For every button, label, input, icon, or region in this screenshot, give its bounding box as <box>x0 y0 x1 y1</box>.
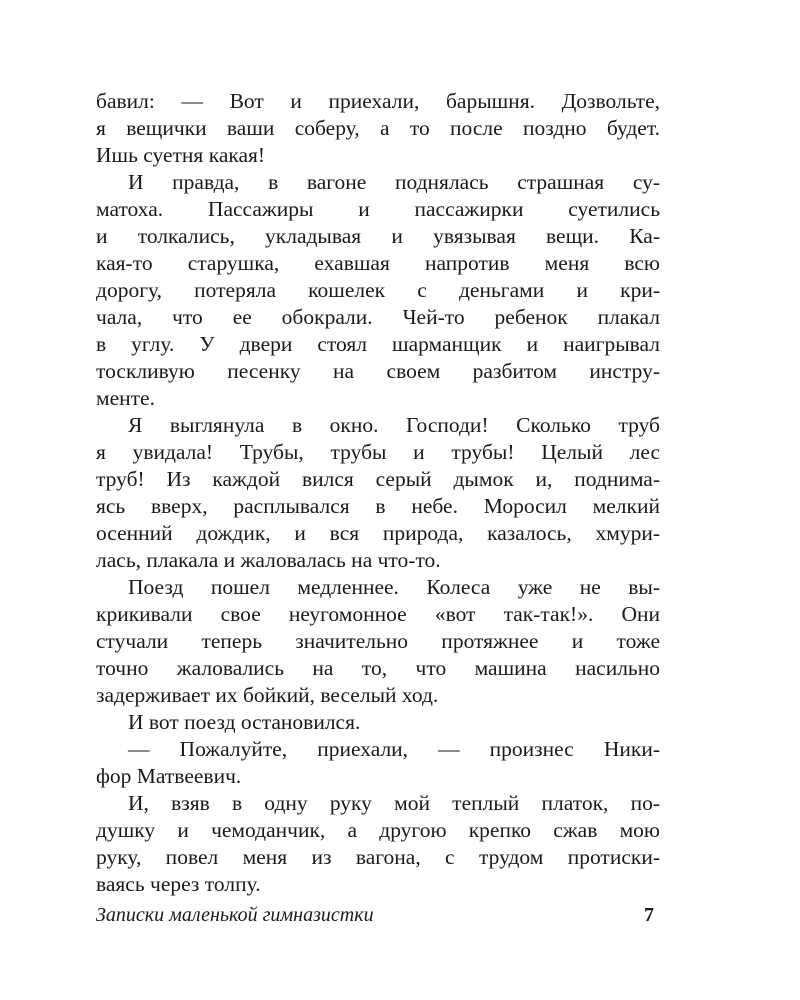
text-line: в углу. У двери стоял шарманщик и наигрывал <box>96 332 660 356</box>
text-line: И вот поезд остановился. <box>128 710 361 734</box>
text-line: бавил: — Вот и приехали, барышня. Дозвольте, <box>96 89 660 113</box>
text-line: — Пожалуйте, приехали, — произнес Ники- <box>128 737 660 761</box>
text-line: лась, плакала и жаловалась на что-то. <box>96 548 441 572</box>
text-line: ясь вверх, расплывался в небе. Моросил мелкий <box>96 494 660 518</box>
text-line: и толкались, укладывая и увязывая вещи. Ка- <box>96 224 660 248</box>
text-line: менте. <box>96 386 155 410</box>
text-line: руку, повел меня из вагона, с трудом протиски- <box>96 845 660 869</box>
text-line: Ишь суетня какая! <box>96 143 266 167</box>
text-line: чала, что ее обокрали. Чей-то ребенок плакал <box>96 305 660 329</box>
text-line: осенний дождик, и вся природа, казалось, хмури- <box>96 521 660 545</box>
text-line: И правда, в вагоне поднялась страшная су- <box>128 170 660 194</box>
text-line: тоскливую песенку на своем разбитом инстру- <box>96 359 660 383</box>
text-line: труб! Из каждой вился серый дымок и, поднима- <box>96 467 660 491</box>
text-line: кая-то старушка, ехавшая напротив меня всю <box>96 251 660 275</box>
footer-book-title: Записки маленькой гимназистки <box>96 904 374 926</box>
page-body <box>96 88 660 898</box>
text-line: И, взяв в одну руку мой теплый платок, по- <box>128 791 660 815</box>
text-line: стучали теперь значительно протяжнее и тоже <box>96 629 660 653</box>
text-line: Я выглянула в окно. Господи! Сколько труб <box>128 413 660 437</box>
text-line: крикивали свое неугомонное «вот так-так!». Они <box>96 602 660 626</box>
text-line: я вещички ваши соберу, а то после поздно будет. <box>96 116 660 140</box>
running-footer <box>96 900 660 930</box>
text-line: душку и чемоданчик, а другою крепко сжав мою <box>96 818 660 842</box>
text-line: фор Матвеевич. <box>96 764 242 788</box>
text-line: дорогу, потеряла кошелек с деньгами и кри- <box>96 278 660 302</box>
text-line: точно жаловались на то, что машина насильно <box>96 656 660 680</box>
text-line: Поезд пошел медленнее. Колеса уже не вы- <box>128 575 660 599</box>
text-line: я увидала! Трубы, трубы и трубы! Целый лес <box>96 440 660 464</box>
text-line: задерживает их бойкий, веселый ход. <box>96 683 439 707</box>
page-number: 7 <box>644 904 654 926</box>
text-line: матоха. Пассажиры и пассажирки суетились <box>96 197 660 221</box>
text-line: ваясь через толпу. <box>96 872 261 896</box>
